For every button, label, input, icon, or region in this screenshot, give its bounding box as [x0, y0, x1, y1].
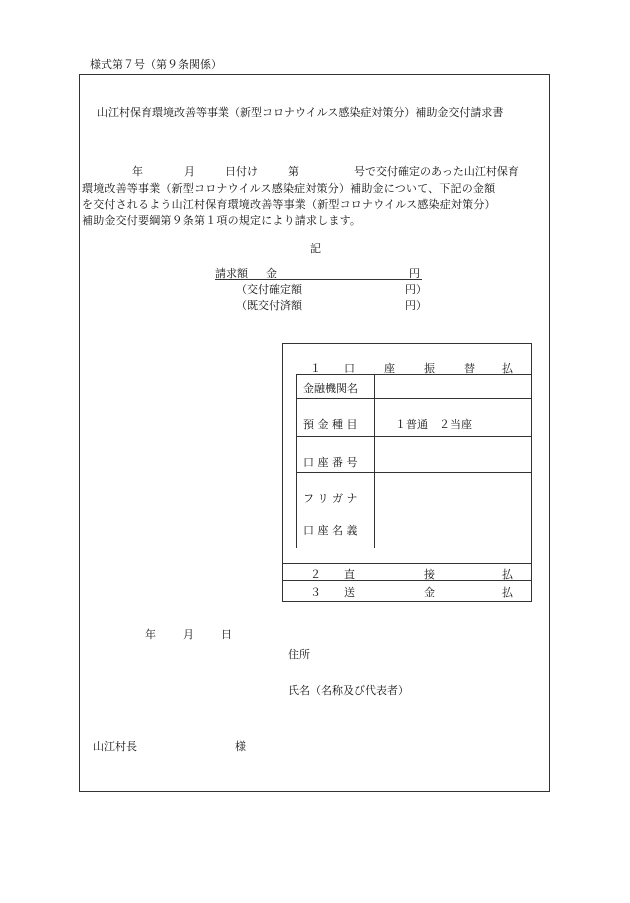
recipient-honorific: 様 [235, 740, 246, 753]
furigana-label: フ リ ガ ナ [303, 492, 358, 505]
deposit-type-value: １普通 ２当座 [395, 418, 472, 431]
deposit-type-label: 預 金 種 目 [303, 418, 358, 431]
claim-amount-label: 請求額 [215, 267, 248, 280]
remit-char-1: 送 [344, 586, 355, 599]
direct-char-3: 払 [502, 568, 513, 581]
table-column-divider [374, 374, 375, 548]
date-year-blank: 年 [132, 165, 143, 178]
remit-char-3: 払 [502, 586, 513, 599]
recipient-title: 山江村長 [93, 740, 137, 753]
transfer-char-1: 口 [344, 362, 355, 375]
body-line-4: 補助金交付要綱第９条第１項の規定により請求します。 [82, 214, 362, 227]
transfer-char-5: 払 [502, 362, 513, 375]
ki-heading: 記 [310, 242, 321, 255]
body-line-3: を交付されるよう山江村保育環境改善等事業（新型コロナウイルス感染症対策分） [82, 198, 496, 211]
row-divider-1 [296, 398, 532, 399]
account-holder-label: 口 座 名 義 [303, 524, 358, 537]
account-number-label: 口 座 番 号 [303, 456, 358, 469]
confirmed-amount-label: （交付確定額 [236, 283, 302, 296]
direct-char-2: 接 [424, 568, 435, 581]
claim-underline [215, 279, 422, 280]
body-line-2: 環境改善等事業（新型コロナウイルス感染症対策分）補助金について、下記の金額 [82, 182, 496, 195]
number-dai: 第 [288, 165, 299, 178]
paid-yen: 円） [405, 299, 427, 312]
direct-number: ２ [310, 568, 321, 581]
direct-row-top [282, 563, 532, 564]
transfer-char-2: 座 [384, 362, 395, 375]
form-number: 様式第７号（第９条関係） [90, 58, 222, 71]
address-label: 住所 [288, 648, 310, 661]
claim-yen: 円 [409, 267, 420, 280]
direct-char-1: 直 [344, 568, 355, 581]
body-line-1-rest: 号で交付確定のあった山江村保育 [354, 165, 519, 178]
transfer-number: １ [310, 362, 321, 375]
confirmed-yen: 円） [405, 283, 427, 296]
name-label: 氏名（名称及び代表者） [288, 684, 409, 697]
row-divider-2 [296, 436, 532, 437]
submit-month: 月 [183, 628, 194, 641]
claim-kin: 金 [266, 267, 277, 280]
transfer-char-3: 振 [424, 362, 435, 375]
remit-char-2: 金 [424, 586, 435, 599]
paid-amount-label: （既交付済額 [236, 299, 302, 312]
submit-day: 日 [221, 628, 232, 641]
date-month-blank: 月 [184, 165, 195, 178]
row-divider-3 [296, 472, 532, 473]
remit-number: ３ [310, 586, 321, 599]
transfer-char-4: 替 [464, 362, 475, 375]
bank-name-label: 金融機関名 [303, 382, 358, 395]
submit-year: 年 [145, 628, 156, 641]
remit-row-top [282, 580, 532, 581]
date-day-blank: 日付け [225, 165, 258, 178]
document-title: 山江村保育環境改善等事業（新型コロナウイルス感染症対策分）補助金交付請求書 [97, 106, 504, 119]
